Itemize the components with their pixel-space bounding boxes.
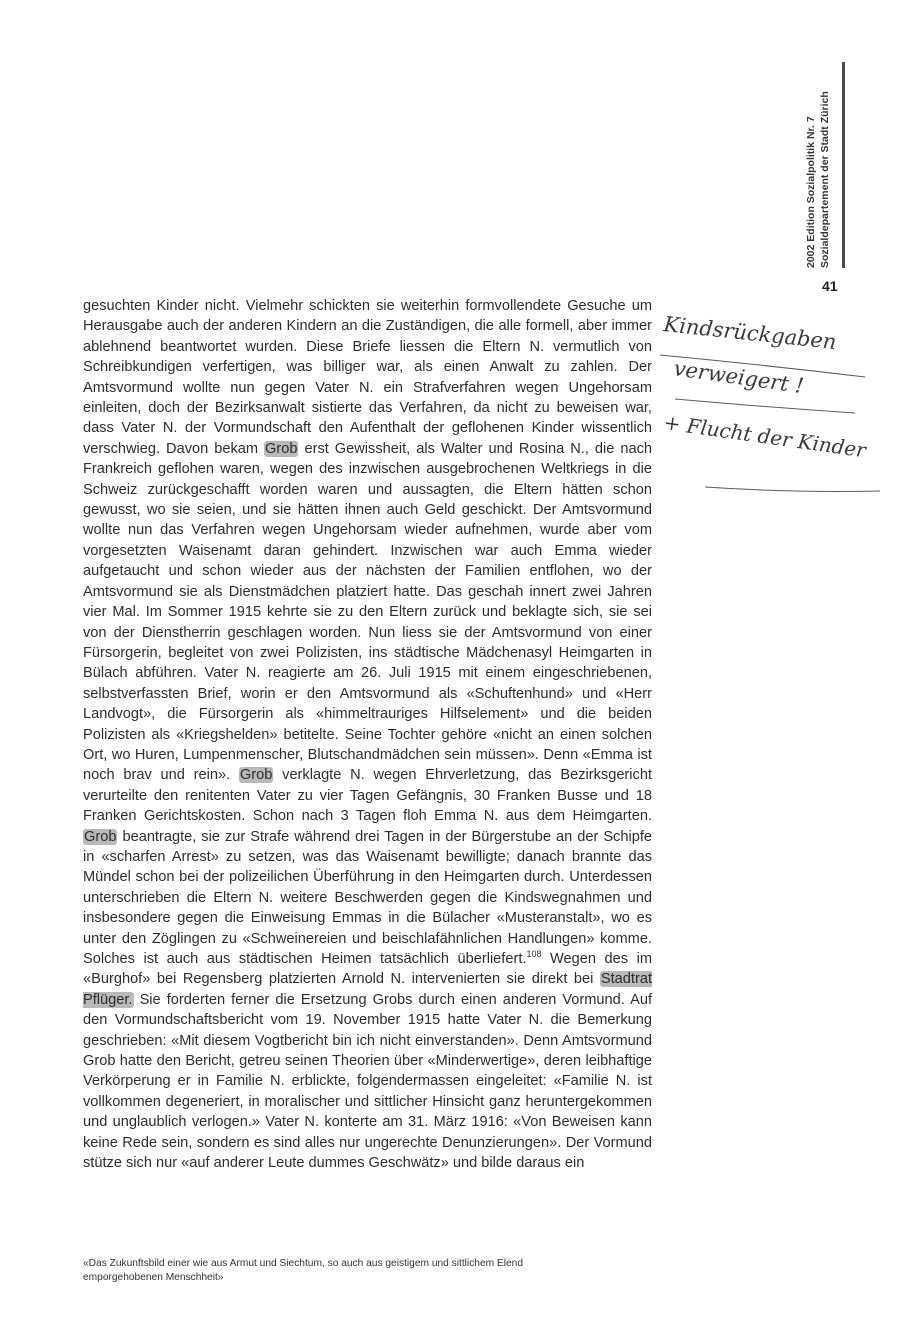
body-segment-6: Sie forderten ferner die Ersetzung Grobs durch einen anderen Vormund. Auf den Vormundschaftsbericht vom 19. November 1915 hatte Vater N. die Bemerkung geschrieben: «Mit diesem Vogtbericht bin ich nicht einverstanden». Denn Amtsvormund Grob hatte den Bericht, getreu seinen Theorien über «Minderwertige», deren leibhaftige Verkörperung er in Familie N. erblickte, folgendermassen eingeleitet: «Familie N. ist vollkommen degeneriert, in moralischer und sittlicher Hinsicht ganz heruntergekommen und unglaublich verlogen.» Vater N. konterte am 31. März 1916: «Von Beweisen kann keine Rede sein, sondern es sind alles nur ungerechte Denunzierungen». Der Vormund stütze sich nur «auf anderer Leute dummes Geschwätz» und bilde daraus ein xyxy=(83,991,652,1172)
body-segment-1: gesuchten Kinder nicht. Vielmehr schickten sie weiterhin formvollendete Gesuche um Herausgabe auch der anderen Kindern an die Zuständigen, die alle formell, aber immer ablehnend beantwortet wurden. Diese Briefe liessen die Eltern N. vermutlich von Schreibkundigen verfertigen, was billiger war, als einen Anwalt zu zahlen. Der Amtsvormund wollte nun gegen Vater N. ein Strafverfahren wegen Ungehorsam einleiten, doch der Bezirksanwalt sistierte das Verfahren, da nicht zu beweisen war, dass Vater N. der Vormundschaft den Aufenthalt der geflohenen Kinder wissentlich verschwieg. Davon bekam xyxy=(83,298,652,457)
body-segment-2: erst Gewissheit, als Walter und Rosina N., die nach Frankreich geflohen waren, wegen des inzwischen ausgebrochenen Weltkriegs in die Schweiz zurückgeschafft worden waren und aussagten, die Eltern hätten schon gewusst, wo sie seien, und sie hätten ihnen auch Geld geschickt. Der Amtsvormund wollte nun das Verfahren wegen Ungehorsam wieder aufnehmen, wurde aber vom vorgesetzten Waisenamt daran gehindert. Inzwischen war auch Emma wieder aufgetaucht und schon wieder aus der nächsten der Familien entflohen, wo der Amtsvormund sie als Dienstmädchen platziert hatte. Das geschah innert zwei Jahren vier Mal. Im Sommer 1915 kehrte sie zu den Eltern zurück und beklagte sich, sie sei von der Dienstherrin geschlagen worden. Nun liess sie der Amtsvormund von einer Fürsorgerin, begleitet von zwei Polizisten, ins städtische Mädchenasyl Heimgarten in Bülach abführen. Vater N. reagierte am 26. Juli 1915 mit einem eingeschriebenen, selbstverfassten Brief, worin er den Amtsvormund als «Schuftenhund» und «Herr Landvogt», die Fürsorgerin als «himmeltrauriges Hilfselement» und die beiden Polizisten als «Kriegshelden» betitelte. Seine Tochter gehöre «nicht an einen solchen Ort, wo Huren, Lumpenmenscher, Blutschandmädchen sein müssen». Denn «Emma ist noch brav und rein». xyxy=(83,440,652,784)
body-segment-4: beantragte, sie zur Strafe während drei Tagen in der Bürgerstube an der Schipfe in «scharfen Arrest» zu setzen, was das Waisenamt bewilligte; danach brannte das Mündel schon bei der polizeilichen Überführung in den Heimgarten durch. Unterdessen unterschrieben die Eltern N. weitere Beschwerden gegen die Kindswegnahmen und insbesondere gegen die Einweisung Emmas in die Bülacher «Musteranstalt», wo es unter den Zöglingen zu «Schweinereien und beischlafähnlichen Handlungen» komme. Solches ist auch aus städtischen Heimen tatsächlich überliefert. xyxy=(83,828,652,967)
highlight-grob-1: Grob xyxy=(265,440,298,457)
highlight-grob-3: Grob xyxy=(84,828,117,845)
vertical-header-line1: 2002 Edition Sozialpolitik Nr. 7 xyxy=(805,116,817,268)
vertical-header-line2: Sozialdepartement der Stadt Zürich xyxy=(819,91,831,268)
handwritten-underline-3 xyxy=(705,487,880,492)
page-number: 41 xyxy=(822,278,838,294)
highlight-stadtrat: Stadtrat Pflüger. xyxy=(83,971,652,1008)
vertical-rule xyxy=(842,62,845,268)
body-segment-3: verklagte N. wegen Ehrverletzung, das Bezirksgericht verurteilte den renitenten Vater zu vier Tagen Gefängnis, 30 Franken Busse und 18 Franken Gerichtskosten. Schon nach 3 Tagen floh Emma N. aus dem Heimgarten. xyxy=(83,767,652,825)
handwritten-line-3: + Flucht der Kinder xyxy=(662,410,868,463)
body-text xyxy=(83,296,652,1173)
vertical-running-header xyxy=(804,62,846,268)
handwritten-underline-2 xyxy=(675,399,855,413)
highlight-grob-2: Grob xyxy=(239,767,273,784)
handwritten-margin-note xyxy=(655,295,895,515)
handwritten-line-2: verweigert ! xyxy=(672,356,806,399)
handwritten-line-1: Kindsrückgaben xyxy=(662,312,838,355)
footnote-ref: 108 xyxy=(526,949,542,960)
footer-caption: «Das Zukunftsbild einer wie aus Armut und Siechtum, so auch aus geistigem und sittlichem Elend emporgehobenen Menschheit» xyxy=(83,1258,523,1283)
body-segment-5: Wegen des im «Burghof» bei Regensberg platzierten Arnold N. intervenierten sie direkt bei xyxy=(83,951,653,988)
vertical-header-text xyxy=(804,62,834,268)
